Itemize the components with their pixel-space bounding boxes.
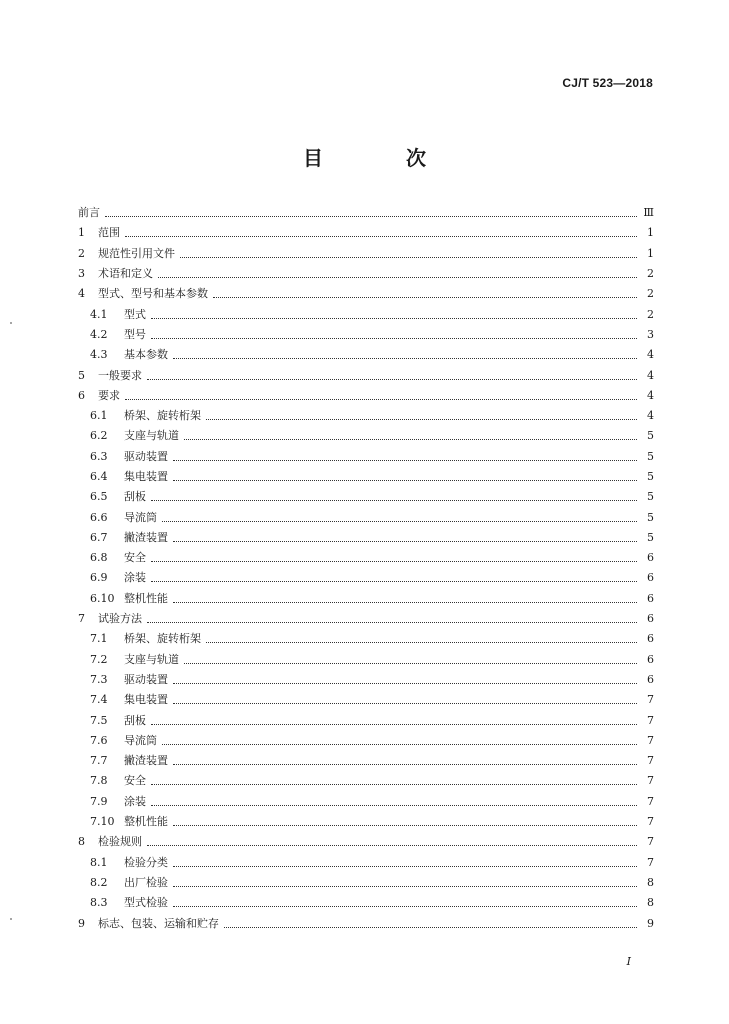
toc-entry-label: 撇渣装置 — [124, 530, 168, 544]
dot-leader — [173, 540, 637, 542]
toc-entry-number: 4.1 — [90, 307, 108, 321]
dot-leader — [173, 459, 637, 461]
toc-entry-number: 6.5 — [90, 490, 108, 504]
toc-entry-label: 标志、包装、运输和贮存 — [98, 916, 219, 930]
dot-leader — [125, 398, 637, 400]
toc-entry-page: 8 — [647, 896, 654, 910]
toc-entry-number: 6 — [78, 388, 85, 402]
toc-entry-page: 5 — [647, 510, 654, 524]
dot-leader — [158, 276, 637, 278]
toc-entry-number: 7.6 — [90, 733, 108, 747]
toc-entry-label: 驱动装置 — [124, 672, 168, 686]
toc-entry-page: 7 — [647, 815, 654, 829]
toc-entry-number: 4 — [78, 287, 85, 301]
toc-entry[interactable] — [78, 589, 654, 609]
toc-entry-label: 支座与轨道 — [124, 429, 179, 443]
toc-entry-label: 撇渣装置 — [124, 754, 168, 768]
toc-entry-page: 6 — [647, 551, 654, 565]
toc-entry-page: 4 — [647, 409, 654, 423]
toc-entry-number: 4.3 — [90, 348, 108, 362]
toc-entry-number: 6.6 — [90, 510, 108, 524]
toc-entry-label: 范围 — [98, 226, 120, 240]
toc-entry[interactable] — [78, 223, 654, 243]
toc-entry-label: 集电装置 — [124, 470, 168, 483]
toc-entry-number: 5 — [78, 368, 85, 382]
dot-leader — [151, 580, 637, 582]
toc-entry-number: 6.4 — [90, 470, 108, 483]
dot-leader — [180, 256, 637, 258]
dot-leader — [151, 317, 637, 319]
toc-entry[interactable] — [78, 487, 654, 507]
dot-leader — [173, 885, 637, 887]
toc-entry-number: 7 — [78, 612, 85, 626]
toc-entry-page: 1 — [647, 226, 654, 240]
toc-entry-label: 安全 — [124, 551, 146, 565]
toc-entry[interactable] — [78, 528, 654, 548]
toc-entry-page: 6 — [647, 571, 654, 585]
dot-leader — [173, 702, 637, 704]
toc-entry[interactable] — [78, 203, 654, 223]
dot-leader — [184, 438, 637, 440]
dot-leader — [184, 662, 637, 664]
toc-entry-label: 刮板 — [124, 490, 146, 504]
toc-entry-page: 7 — [647, 713, 654, 727]
toc-entry[interactable] — [78, 650, 654, 670]
toc-entry-page: 6 — [647, 632, 654, 646]
toc-entry-number: 6.8 — [90, 551, 108, 565]
toc-entry-label: 导流筒 — [124, 733, 157, 747]
toc-entry[interactable] — [78, 710, 654, 730]
toc-entry-label: 涂装 — [124, 794, 146, 808]
toc-entry[interactable] — [78, 304, 654, 324]
toc-entry[interactable] — [78, 609, 654, 629]
toc-entry-page: 5 — [647, 429, 654, 443]
dot-leader — [151, 723, 637, 725]
toc-entry[interactable] — [78, 853, 654, 873]
toc-entry-number: 6.2 — [90, 429, 108, 443]
toc-entry-page: 9 — [647, 916, 654, 930]
dot-leader — [147, 621, 637, 623]
toc-entry[interactable] — [78, 731, 654, 751]
toc-entry-number: 6.3 — [90, 449, 108, 463]
toc-entry-page: 7 — [647, 835, 654, 849]
toc-entry-label: 集电装置 — [124, 693, 168, 707]
toc-entry[interactable] — [78, 386, 654, 406]
toc-entry-number: 8.1 — [90, 855, 108, 869]
toc-entry-label: 桥架、旋转桁架 — [124, 409, 201, 423]
toc-entry-number: 7.10 — [90, 815, 115, 829]
dot-leader — [206, 641, 637, 643]
toc-entry-page: 7 — [647, 774, 654, 788]
toc-entry-page: 7 — [647, 693, 654, 707]
toc-entry-number: 3 — [78, 267, 85, 281]
toc-entry-label: 检验分类 — [124, 855, 168, 869]
toc-entry-number: 6.7 — [90, 530, 108, 544]
toc-entry-page: 5 — [647, 449, 654, 463]
toc-entry-page: 2 — [647, 287, 654, 301]
toc-entry-number: 7.8 — [90, 774, 108, 788]
toc-entry[interactable] — [78, 913, 654, 933]
toc-entry[interactable] — [78, 426, 654, 446]
dot-leader — [173, 357, 637, 359]
toc-entry-page: 6 — [647, 591, 654, 605]
toc-entry-label: 规范性引用文件 — [98, 246, 175, 260]
toc-entry-number: 8.2 — [90, 875, 108, 889]
toc-entry-number: 8 — [78, 835, 85, 849]
dot-leader — [162, 743, 637, 745]
dot-leader — [173, 682, 637, 684]
dot-leader — [105, 215, 637, 217]
toc-entry-label: 试验方法 — [98, 612, 142, 626]
toc-entry[interactable] — [78, 467, 654, 487]
toc-entry[interactable] — [78, 507, 654, 527]
dot-leader — [173, 479, 637, 481]
table-of-contents — [78, 203, 654, 934]
toc-entry-label: 检验规则 — [98, 835, 142, 849]
toc-entry[interactable] — [78, 548, 654, 568]
dot-leader — [147, 378, 637, 380]
toc-entry-number: 6.10 — [90, 591, 115, 605]
toc-entry[interactable] — [78, 284, 654, 304]
toc-entry-label: 型式、型号和基本参数 — [98, 287, 208, 301]
toc-entry[interactable] — [78, 812, 654, 832]
toc-entry[interactable] — [78, 325, 654, 345]
toc-entry[interactable] — [78, 365, 654, 385]
toc-entry-label: 驱动装置 — [124, 449, 168, 463]
toc-entry-label: 型式检验 — [124, 896, 168, 910]
toc-entry-page: 7 — [647, 855, 654, 869]
dot-leader — [147, 844, 637, 846]
toc-entry-page: 7 — [647, 794, 654, 808]
dot-leader — [151, 783, 637, 785]
toc-entry-page: 2 — [647, 307, 654, 321]
toc-entry-label: 支座与轨道 — [124, 652, 179, 666]
dot-leader — [173, 763, 637, 765]
scan-artifact-mark — [10, 322, 12, 324]
toc-entry-label: 导流筒 — [124, 510, 157, 524]
toc-entry-number: 7.9 — [90, 794, 108, 808]
toc-entry[interactable] — [78, 792, 654, 812]
toc-entry-number: 2 — [78, 246, 85, 260]
toc-entry[interactable] — [78, 670, 654, 690]
toc-entry-label: 前言 — [78, 206, 100, 220]
scan-artifact-mark — [10, 918, 12, 920]
toc-entry[interactable] — [78, 771, 654, 791]
toc-entry[interactable] — [78, 873, 654, 893]
toc-entry-label: 型号 — [124, 327, 146, 341]
toc-entry[interactable] — [78, 751, 654, 771]
toc-entry-number: 7.5 — [90, 713, 108, 727]
toc-entry-page: 6 — [647, 612, 654, 626]
dot-leader — [162, 520, 637, 522]
dot-leader — [151, 560, 637, 562]
toc-entry-page: 5 — [647, 530, 654, 544]
toc-entry-page: 8 — [647, 875, 654, 889]
toc-entry[interactable] — [78, 629, 654, 649]
toc-entry[interactable] — [78, 406, 654, 426]
toc-entry-label: 整机性能 — [124, 815, 168, 829]
dot-leader — [173, 865, 637, 867]
toc-entry-label: 安全 — [124, 774, 146, 788]
toc-entry-number: 8.3 — [90, 896, 108, 910]
toc-entry[interactable] — [78, 244, 654, 264]
toc-entry-label: 涂装 — [124, 571, 146, 585]
toc-entry-number: 1 — [78, 226, 85, 240]
toc-entry-page: 4 — [647, 368, 654, 382]
dot-leader — [173, 824, 637, 826]
dot-leader — [173, 905, 637, 907]
toc-entry-label: 术语和定义 — [98, 267, 153, 281]
toc-entry-page: 6 — [647, 672, 654, 686]
toc-entry-number: 7.4 — [90, 693, 108, 707]
toc-entry-number: 9 — [78, 916, 85, 930]
dot-leader — [125, 235, 637, 237]
toc-entry-page: 5 — [647, 490, 654, 504]
toc-entry-page: 2 — [647, 267, 654, 281]
toc-entry-label: 整机性能 — [124, 591, 168, 605]
dot-leader — [151, 337, 637, 339]
toc-entry-page: 1 — [647, 246, 654, 260]
standard-code: CJ/T 523—2018 — [562, 76, 653, 90]
toc-entry[interactable] — [78, 893, 654, 913]
toc-entry[interactable] — [78, 264, 654, 284]
toc-entry[interactable] — [78, 832, 654, 852]
toc-entry-number: 7.7 — [90, 754, 108, 768]
toc-entry-page: 6 — [647, 652, 654, 666]
dot-leader — [173, 601, 637, 603]
toc-entry[interactable] — [78, 345, 654, 365]
toc-entry-number: 7.1 — [90, 632, 108, 646]
toc-entry-number: 7.3 — [90, 672, 108, 686]
toc-entry-number: 6.9 — [90, 571, 108, 585]
page-title: 目 次 — [303, 146, 464, 170]
dot-leader — [151, 804, 637, 806]
toc-entry-number: 4.2 — [90, 327, 108, 341]
toc-entry-page: 3 — [647, 327, 654, 341]
toc-entry-label: 桥架、旋转桁架 — [124, 632, 201, 646]
toc-entry-label: 型式 — [124, 307, 146, 321]
dot-leader — [213, 296, 637, 298]
toc-entry-page: 4 — [647, 348, 654, 362]
dot-leader — [151, 499, 637, 501]
toc-entry-page: 5 — [647, 470, 654, 483]
toc-entry-page: 7 — [647, 754, 654, 768]
page-number-footer: I — [626, 955, 631, 968]
toc-entry-page: Ⅲ — [643, 206, 654, 220]
toc-entry-label: 一般要求 — [98, 368, 142, 382]
dot-leader — [224, 926, 637, 928]
toc-entry[interactable] — [78, 690, 654, 710]
toc-entry-label: 出厂检验 — [124, 875, 168, 889]
toc-entry-number: 7.2 — [90, 652, 108, 666]
toc-entry-number: 6.1 — [90, 409, 108, 423]
toc-entry-label: 基本参数 — [124, 348, 168, 362]
toc-entry-page: 7 — [647, 733, 654, 747]
toc-entry-label: 刮板 — [124, 713, 146, 727]
toc-entry-page: 4 — [647, 388, 654, 402]
toc-entry[interactable] — [78, 568, 654, 588]
toc-entry-label: 要求 — [98, 388, 120, 402]
toc-entry[interactable] — [78, 447, 654, 467]
dot-leader — [206, 418, 637, 420]
